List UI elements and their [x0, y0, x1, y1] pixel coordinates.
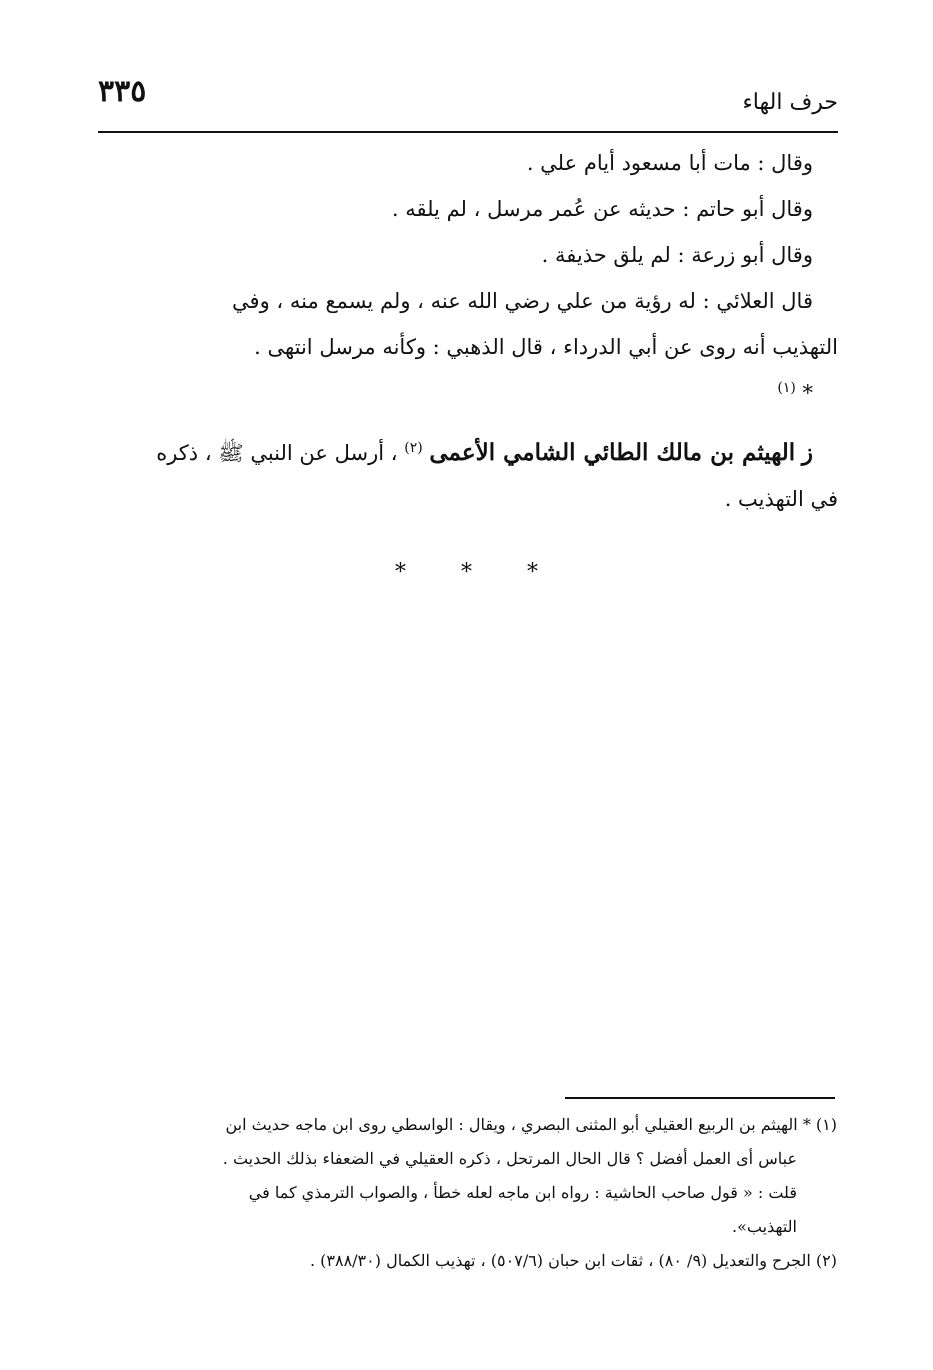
- main-text: [100, 140, 838, 522]
- separator-star: *: [527, 560, 538, 585]
- star-marker: *: [802, 381, 813, 405]
- text-line: وقال أبو حاتم : حديثه عن عُمر مرسل ، لم يلقه .: [391, 197, 813, 221]
- separator-star: *: [395, 560, 406, 585]
- running-title: حرف الهاء: [742, 90, 838, 115]
- header-rule: [98, 131, 838, 133]
- footnote-line: (٢) الجرح والتعديل (٩/ ٨٠) ، ثقات ابن حبان (٥٠٧/٦) ، تهذيب الكمال (٣٨٨/٣٠) .: [309, 1251, 837, 1270]
- footnote-ref: (١): [777, 380, 796, 396]
- entry-name: الهيثم بن مالك الطائي الشامي الأعمى: [429, 439, 796, 466]
- footnotes: [98, 1108, 837, 1278]
- separator-star: *: [461, 560, 472, 585]
- footnote-line: عباس أى العمل أفضل ؟ قال الحال المرتحل ، ذكره العقيلي في الضعفاء بذلك الحديث .: [222, 1149, 797, 1168]
- footnote-line: التهذيب».: [732, 1217, 797, 1236]
- entry-text: ، أرسل عن النبي ﷺ ، ذكره: [156, 441, 398, 465]
- text-line: في التهذيب .: [724, 487, 838, 511]
- text-line: التهذيب أنه روى عن أبي الدرداء ، قال الذهبي : وكأنه مرسل انتهى .: [254, 335, 838, 359]
- text-line: وقال أبو زرعة : لم يلق حذيفة .: [541, 243, 813, 267]
- star-footnote-line: [100, 370, 838, 416]
- footnote-line: قلت : « قول صاحب الحاشية : رواه ابن ماجه لعله خطأ ، والصواب الترمذي كما في: [248, 1183, 797, 1202]
- page-number: ٣٣٥: [98, 74, 147, 109]
- entry-marker: ز: [801, 439, 813, 466]
- footnote-line: (١) * الهيثم بن الربيع العقيلي أبو المثنى البصري ، ويقال : الواسطي روى ابن ماجه حديث ابن: [225, 1115, 837, 1134]
- footnote-ref: (٢): [404, 440, 423, 456]
- text-line: وقال : مات أبا مسعود أيام علي .: [526, 151, 813, 175]
- footnote-rule: [565, 1097, 835, 1099]
- text-line: قال العلائي : له رؤية من علي رضي الله عنه ، ولم يسمع منه ، وفي: [232, 289, 813, 313]
- entry-heading: [100, 430, 838, 476]
- section-separator: [0, 560, 933, 585]
